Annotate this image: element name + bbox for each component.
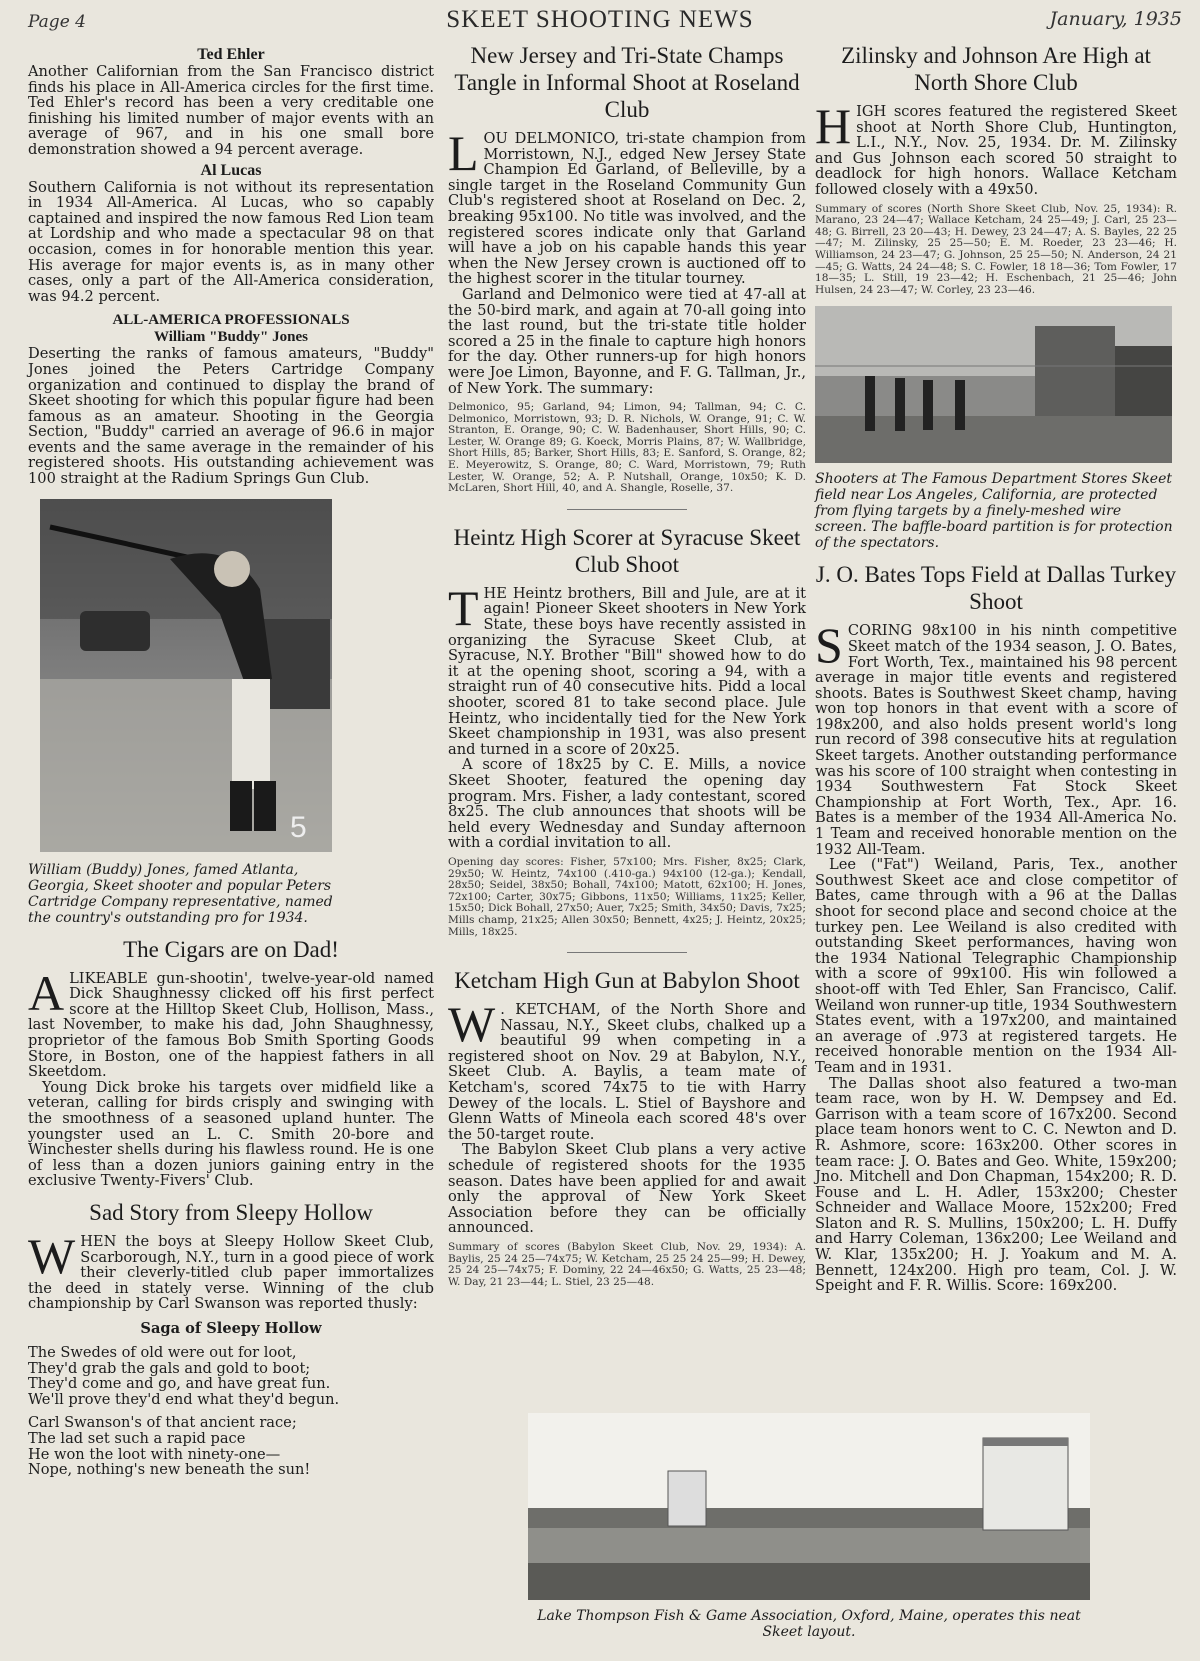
ketcham-p2: The Babylon Skeet Club plans a very active schedule of registered shoots for the 1935 season. Dates have been applied for and await only the approval of New York Skeet Association before they can be officially announced. bbox=[448, 1141, 806, 1237]
ketcham-summary: Summary of scores (Babylon Skeet Club, Nov. 29, 1934): A. Baylis, 25 24 25—74x75; W. Ketcham, 25 25 24 25—99; H. Dewey, 25 24 25—74x75; F. Dominy, 22 24—46x50; G. Watts, 25 23—48; W. Day, 21 23—44; L. Stiel, 23 25—48. bbox=[448, 1241, 806, 1288]
sleepy-article bbox=[28, 1227, 434, 1313]
poem-line: The Swedes of old were out for loot, bbox=[28, 1343, 297, 1361]
heintz-title: Heintz High Scorer at Syracuse Skeet Club Shoot bbox=[453, 524, 801, 577]
poem-line: They'd grab the gals and gold to boot; bbox=[28, 1359, 311, 1377]
sleepy-dropcap: W bbox=[28, 1227, 76, 1284]
nj-title: New Jersey and Tri-State Champs Tangle in Informal Shoot at Roseland Club bbox=[454, 43, 800, 122]
heintz-dropcap: T bbox=[448, 579, 479, 636]
poem-line: He won the loot with ninety-one— bbox=[28, 1445, 281, 1463]
zil-article bbox=[815, 98, 1177, 198]
nj-p2: Garland and Delmonico were tied at 47-all at the 50-bird mark, and again at 70-all going into the last round, but the tri-state title holder scored a 25 in the finale to capture high honors for the day. Other runners-up for high honors were Joe Limon, Bayonne, and F. G. Tallman, Jr., of New York. The summary: bbox=[448, 285, 806, 397]
shooter-illustration bbox=[40, 499, 332, 852]
poem-line: They'd come and go, and have great fun. bbox=[28, 1375, 331, 1393]
lake-thompson-photo bbox=[528, 1413, 1090, 1600]
lucas-heading: Al Lucas bbox=[200, 161, 262, 179]
lucas-text: Southern California is not without its representation in 1934 All-America. Al Lucas, who so capably captained and inspired the now famous Red Lion team at Lordship and who made a spectacular 98 on that occasion, comes in for honorable mention this year. His average for major events is, as in many other cases, only a part of the All-America consideration, was 94.2 percent. bbox=[28, 178, 434, 305]
masthead: SKEET SHOOTING NEWS bbox=[446, 6, 754, 33]
cigars-dropcap: A bbox=[28, 964, 65, 1021]
ketcham-p1: . KETCHAM, of the North Shore and Nassau, N.Y., Skeet clubs, chalked up a beautiful 99 when competing in a registered shoot on Nov. 29 at Babylon, N.Y., Skeet Club. A. Baylis, a team mate of Ketcham's, scored 74x75 to tie with Harry Dewey of the locals. L. Stiel of Bayshore and Glenn Watts of Mineola each scored 48's over the 50-target route. bbox=[448, 1001, 806, 1143]
bates-title: J. O. Bates Tops Field at Dallas Turkey Shoot bbox=[815, 562, 1177, 615]
zil-title: Zilinsky and Johnson Are High at North Shore Club bbox=[841, 43, 1151, 95]
sleepy-p1: HEN the boys at Sleepy Hollow Skeet Club, Scarborough, N.Y., turn in a good piece of work their cleverly-titled club paper immortalizes the deed in stately verse. Winning of the club championship by Carl Swanson was reported thusly: bbox=[28, 1232, 434, 1313]
ketcham-title: Ketcham High Gun at Babylon Shoot bbox=[454, 968, 800, 994]
zil-dropcap: H bbox=[815, 98, 852, 154]
bates-article bbox=[815, 617, 1177, 858]
nj-article bbox=[448, 125, 806, 288]
skeet-field-illustration bbox=[815, 306, 1172, 463]
ketcham-article bbox=[448, 996, 806, 1143]
cigars-article bbox=[28, 964, 434, 1081]
jones-heading: William "Buddy" Jones bbox=[154, 329, 308, 346]
pro-heading: ALL-AMERICA PROFESSIONALS bbox=[112, 312, 350, 329]
ehler-text: Another Californian from the San Francisco district finds his place in All-America circles for the first time. Ted Ehler's record has been a very creditable one finishing his limited number of major events with an average of 967, and in his one small bore demonstration showed a 94 percent average. bbox=[28, 63, 434, 158]
jones-photo bbox=[40, 499, 332, 852]
ehler-heading: Ted Ehler bbox=[197, 46, 265, 63]
jones-text: Deserting the ranks of famous amateurs, "Buddy" Jones joined the Peters Cartridge Company organization and continued to display the brand of Skeet shooting for which this popular figure had been famous as an amateur. Shooting in the Georgia Section, "Buddy" carried an average of 96.6 in major events and the same average in the remainder of his registered shoots. His outstanding achievement was 100 straight at the Radium Springs Gun Club. bbox=[28, 345, 434, 488]
column-1 bbox=[28, 42, 434, 1642]
nj-p1: OU DELMONICO, tri-state champion from Morristown, N.J., edged New Jersey State Champion Ed Garland, of Belleville, by a single target in the Roseland Community Gun Club's registered shoot at Roseland on Dec. 2, breaking 95x100. No title was involved, and the registered scores indicate only that Garland will have a job on his capable hands this year when the New Jersey crown is auctioned off to the highest scorer in the titular tourney. bbox=[448, 130, 806, 288]
cigars-p2: Young Dick broke his targets over midfield like a veteran, calling for birds crisply and swinging with the smoothness of a seasoned upland hunter. The youngster used an L. C. Smith 20-bore and Winchester shells during his flawless round. He is one of less than a dozen juniors gaining entry in the exclusive Twenty-Fivers' Club. bbox=[28, 1078, 434, 1190]
bates-p1: CORING 98x100 in his ninth competitive Skeet match of the 1934 season, J. O. Bates, Fort Worth, Tex., maintained his 98 percent average in major title events and registered shoots. Bates is Southwest Skeet champ, having won top honors in that event with a score of 198x200, and also holds present world's long run record of 398 consecutive hits at regulation Skeet targets. Another outstanding performance was his score of 100 straight when contesting in 1934 Southwestern Fat Stock Skeet Championship at Fort Worth, Tex., Apr. 16. Bates is a member of the 1934 All-America No. 1 Team and received honorable mention on the 1932 All-Team. bbox=[815, 622, 1177, 858]
cigars-title: The Cigars are on Dad! bbox=[123, 936, 339, 962]
poem-line: Nope, nothing's new beneath the sun! bbox=[28, 1461, 311, 1479]
bib-number: 5 bbox=[290, 810, 307, 844]
dept-caption: Shooters at The Famous Department Stores Skeet field near Los Angeles, California, are protected from flying targets by a finely-meshed wire screen. The baffle-board partition is for protection of the spectators. bbox=[815, 471, 1173, 552]
jones-caption: William (Buddy) Jones, famed Atlanta, Georgia, Skeet shooter and popular Peters Cartridge Company representative, named the country's outstanding pro for 1934. bbox=[28, 861, 333, 926]
page-header bbox=[0, 0, 1200, 44]
nj-dropcap: L bbox=[448, 125, 479, 181]
poem-line: Carl Swanson's of that ancient race; bbox=[28, 1414, 297, 1432]
sleepy-title: Sad Story from Sleepy Hollow bbox=[89, 1199, 373, 1225]
poem-line: The lad set such a rapid pace bbox=[28, 1429, 246, 1447]
cigars-p1: LIKEABLE gun-shootin', twelve-year-old named Dick Shaughnessy clicked off his first perfect score at the Hilltop Skeet Club, Hollison, Mass., last November, to make his dad, John Shaughnessy, proprietor of the famous Bob Smith Sporting Goods Store, in Boston, one of the happiest fathers in all Skeetdom. bbox=[28, 969, 434, 1081]
nj-summary: Delmonico, 95; Garland, 94; Limon, 94; Tallman, 94; C. C. Delmonico, Morristown, 93; D. R. Nichols, W. Orange, 91; C. W. Stranton, E. Orange, 90; C. W. Badenhauser, Short Hills, 90; C. Lester, W. Orange 89; G. Koeck, Morris Plains, 87; W. Wallbridge, Short Hills, 85; Barker, Short Hills, 83; E. Sanford, S. Orange, 82; E. Meyerowitz, S. Orange, 80; C. Ward, Morristown, 79; Ruth Lester, W. Orange, 52; A. P. Nutshall, Orange, 10x50; K. D. McLaren, Short Hill, 40, and A. Shangle, Roselle, 37. bbox=[448, 401, 806, 495]
heintz-summary: Opening day scores: Fisher, 57x100; Mrs. Fisher, 8x25; Clark, 29x50; W. Heintz, 74x100 (.410-ga.) 94x100 (12-ga.); Kendall, 28x50; Seidel, 38x50; Bohall, 74x100; Matott, 62x100; H. Jones, 72x100; Carter, 30x75; Gibbons, 11x50; Williams, 11x25; Keller, 15x50; Dick Bohall, 27x50; Auer, 7x25; Smith, 34x50; Davis, 7x25; Mills champ, 21x25; Allen 30x50; Bennett, 4x25; J. Heintz, 20x25; Mills, 18x25. bbox=[448, 855, 806, 938]
poem-title: Saga of Sleepy Hollow bbox=[140, 1319, 322, 1337]
divider bbox=[567, 952, 687, 953]
issue-date: January, 1935 bbox=[1049, 8, 1182, 30]
heintz-p2: A score of 18x25 by C. E. Mills, a novice Skeet Shooter, featured the opening day program. Mrs. Fisher, a lady contestant, scored 8x25. The club announces that shoots will be held every Wednesday and Sunday afternoon with a cordial invitation to all. bbox=[448, 756, 806, 852]
poem-line: We'll prove they'd end what they'd begun. bbox=[28, 1390, 340, 1408]
heintz-p1: HE Heintz brothers, Bill and Jule, are at it again! Pioneer Skeet shooters in New York State, these boys have recently assisted in organizing the Syracuse Skeet Club, at Syracuse, N.Y. Brother "Bill" showed how to do it at the opening shoot, scoring a 94, with a straight run of 40 consecutive hits. Pidd a local shooter, scored 81 to take second place. Jule Heintz, who incidentally tied for the New York Skeet championship in 1931, was also present and turned in a score of 20x25. bbox=[448, 584, 806, 758]
zil-summary: Summary of scores (North Shore Skeet Club, Nov. 25, 1934): R. Marano, 23 24—47; Wallace Ketcham, 24 25—49; J. Carl, 25 23—48; G. Birrell, 23 20—43; H. Dewey, 23 24—47; A. S. Bayles, 22 25—47; M. Zilinsky, 25 25—50; E. M. Roeder, 23 23—46; H. Williamson, 24 23—47; G. Johnson, 25 25—50; N. Anderson, 24 21—45; G. Watts, 24 24—48; S. C. Fowler, 18 18—36; Tom Fowler, 17 18—35; L. Still, 19 23—42; H. Eschenbach, 21 25—46; John Hulsen, 24 23—47; W. Corley, 23 23—46. bbox=[815, 202, 1177, 296]
bates-dropcap: S bbox=[815, 617, 843, 674]
skeet-layout-illustration bbox=[528, 1413, 1090, 1600]
lake-caption: Lake Thompson Fish & Game Association, Oxford, Maine, operates this neat Skeet layout. bbox=[537, 1608, 1081, 1640]
column-3 bbox=[815, 42, 1177, 1295]
heintz-article bbox=[448, 579, 806, 758]
ketcham-dropcap: W bbox=[448, 996, 496, 1053]
page-number: Page 4 bbox=[28, 12, 86, 32]
divider bbox=[567, 509, 687, 510]
bates-p2: Lee ("Fat") Weiland, Paris, Tex., another Southwest Skeet ace and close competitor of Bates, came through with a 96 at the Dallas shoot for second place and second choice at the turkey pen. Lee Weiland is also credited with outstanding Skeet performances, having won the 1934 National Telegraphic Championship with a score of 99x100. His win followed a shoot-off with Ted Ehler, San Francisco, Calif. Weiland won runner-up title, 1934 Southwestern States event, with a 197x200, and maintained an average of .973 at registered targets. He received honorable mention on the 1934 All-Team and in 1931. bbox=[815, 856, 1177, 1076]
poem bbox=[28, 1345, 434, 1478]
zil-p1: IGH scores featured the registered Skeet shoot at North Shore Club, Huntington, L.I., N.Y., Nov. 25, 1934. Dr. M. Zilinsky and Gus Johnson each scored 50 straight to deadlock for high honors. Wallace Ketcham followed closely with a 49x50. bbox=[815, 103, 1177, 198]
column-2 bbox=[448, 42, 806, 1582]
bates-p3: The Dallas shoot also featured a two-man team race, won by H. W. Dempsey and Ed. Garrison with a team score of 167x200. Second place team honors went to C. C. Newton and D. R. Ashmore, score: 163x200. Other scores in team race: J. O. Bates and Geo. White, 159x200; Jno. Mitchell and Don Chapman, 154x200; R. D. Fouse and L. H. Adler, 153x200; Chester Schneider and Wallace Moore, 152x200; Fred Slaton and R. S. Mullins, 150x200; L. H. Duffy and Harry Coleman, 136x200; Lee Weiland and W. Klar, 135x200; H. J. Yoakum and M. A. Bennett, 124x200. High pro team, Col. J. W. Speight and F. R. Willis. Score: 169x200. bbox=[815, 1074, 1177, 1295]
dept-store-photo bbox=[815, 306, 1172, 463]
